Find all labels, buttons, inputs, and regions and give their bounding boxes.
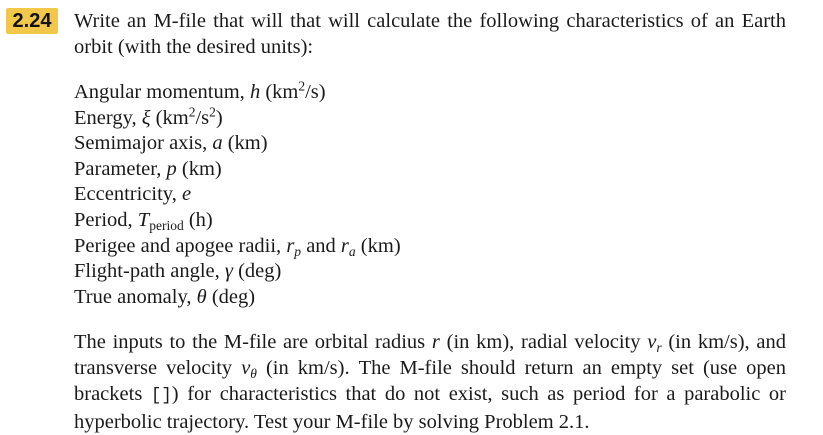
problem-number-badge: 2.24	[6, 8, 58, 34]
empty-set-brackets: []	[150, 386, 172, 407]
list-item-energy: Energy, ξ $(km^2/s^2)$	[74, 104, 223, 129]
characteristics-list	[74, 80, 786, 310]
list-item-eccentricity: Eccentricity, e	[74, 183, 192, 206]
problem-intro: Write an M-file that will that will calculate the following characteristics of an Earth orbit (with the desired units):	[74, 10, 786, 58]
list-item-period: Period, $T_{period}$ (h)	[74, 208, 213, 233]
list-item-angular-momentum: Angular momentum, h $(km^2/s)$	[74, 78, 326, 103]
list-item-parameter: Parameter, p (km)	[74, 157, 222, 180]
list-item-perigee-apogee-radii: Perigee and apogee radii, $r_p$ and $r_a$ (km)	[74, 234, 401, 259]
list-item-flight-path-angle: Flight-path angle, γ (deg)	[74, 260, 282, 283]
list-item-semimajor-axis: Semimajor axis, a (km)	[74, 132, 268, 155]
problem-content	[74, 8, 786, 435]
list-item-true-anomaly: True anomaly, θ (deg)	[74, 285, 256, 308]
inputs-paragraph: The inputs to the M-file are orbital radius r (in km), radial velocity $v_r$ (in km/s), and transverse velocity $v_\theta$ (in km/s). The M-file should return an empty set (use open brackets []) for characteristics that do not exist, such as period for a parabolic or hyperbolic trajectory. Test your M-file by solving Problem 2.1.	[74, 331, 786, 434]
